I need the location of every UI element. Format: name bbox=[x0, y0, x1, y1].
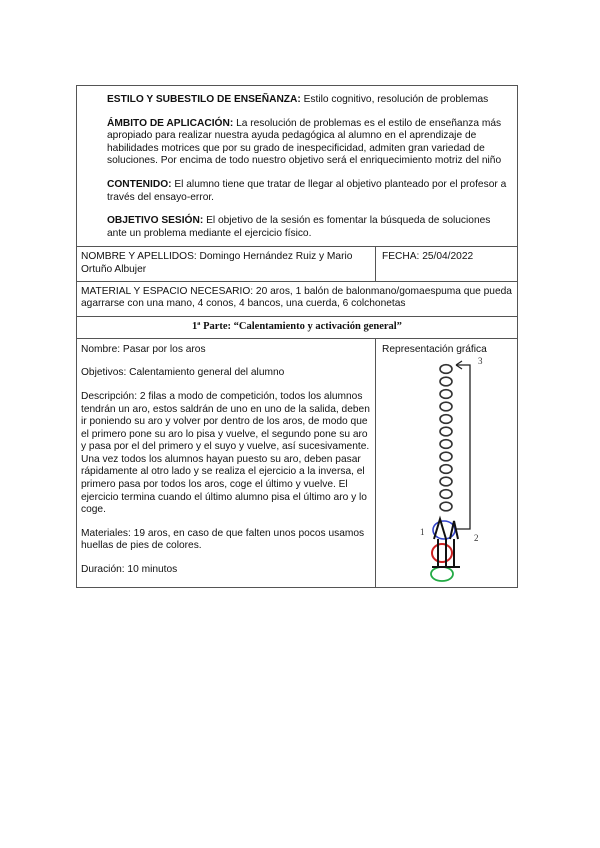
estilo-paragraph bbox=[107, 94, 507, 107]
ambito-paragraph bbox=[107, 118, 507, 168]
hoop-1 bbox=[440, 364, 452, 373]
activity-text bbox=[77, 339, 376, 587]
hoop-5 bbox=[440, 414, 452, 423]
objetivo-label: OBJETIVO SESIÓN: bbox=[107, 215, 204, 227]
contenido-label: CONTENIDO: bbox=[107, 178, 172, 190]
hoop-12 bbox=[440, 502, 452, 511]
ambito-label: ÁMBITO DE APLICACIÓN: bbox=[107, 117, 234, 129]
hoop-4 bbox=[440, 402, 452, 411]
return-path-line bbox=[456, 365, 470, 529]
hoop-8 bbox=[440, 452, 452, 461]
green-hoop bbox=[431, 567, 453, 581]
label-2: 2 bbox=[474, 532, 479, 543]
estilo-text: Estilo cognitivo, resolución de problemas bbox=[303, 94, 489, 105]
label-1: 1 bbox=[420, 526, 425, 537]
hoop-3 bbox=[440, 389, 452, 398]
ambito-text: La resolución de problemas es el estilo de enseñanza más apropiado para realizar nuestra ayuda pedagógica al alumno en el aprendizaje de habilidades motrices que por su grado de inespecificidad, admiten gran variedad de soluciones. Por encima de todo nuestro objetivo será el enriquecimiento motriz del niño bbox=[107, 117, 502, 167]
label-3: 3 bbox=[478, 355, 483, 366]
header-row bbox=[77, 247, 517, 281]
material-row: MATERIAL Y ESPACIO NECESARIO: 20 aros, 1 balón de balonmano/gomaespuma que pueda agarrarse con una mano, 4 conos, 4 bancos, una cuerda, 6 colchonetas bbox=[77, 282, 517, 317]
graphic-cell bbox=[376, 339, 517, 587]
hoop-6 bbox=[440, 427, 452, 436]
objetivo-text: El objetivo de la sesión es fomentar la búsqueda de soluciones ante un problema mediante el ejercicio físico. bbox=[107, 215, 491, 239]
session-table bbox=[76, 85, 518, 588]
hoop-column bbox=[440, 364, 452, 510]
hoop-2 bbox=[440, 377, 452, 386]
contenido-text: El alumno tiene que tratar de llegar al objetivo planteado por el profesor a través del ensayo-error. bbox=[107, 178, 507, 203]
graphic-title: Representación gráfica bbox=[382, 343, 487, 355]
hoops-diagram bbox=[376, 353, 510, 593]
hoop-7 bbox=[440, 439, 452, 448]
hoop-11 bbox=[440, 489, 452, 498]
estilo-label: ESTILO Y SUBESTILO DE ENSEÑANZA: bbox=[107, 94, 301, 105]
fecha-cell: FECHA: 25/04/2022 bbox=[382, 251, 474, 263]
nombre-cell: NOMBRE Y APELLIDOS: Domingo Hernández Ruiz y Mario Ortuño Albujer bbox=[77, 247, 376, 280]
hoop-10 bbox=[440, 477, 452, 486]
activity-descripcion: Descripción: 2 filas a modo de competición, todos los alumnos tendrán un aro, estos saldrán de uno en uno de la salida, deben ir poniendo su aro y volver por dentro de los aros, de modo que el primero pone su aro lo pisa y vuelve, el segundo pone su aro y pasa por el del primero y el suyo y vuelve, así sucesivamente. Una vez todos los alumnos hayan puesto su aro, deben pasar rápidamente al otro lado y se realiza el ejercicio a la inversa, el primero pasa por todos los aros, coge el último y vuelve. El ejercicio termina cuando el último alumno pisa el último aro y lo coge. bbox=[81, 390, 370, 516]
activity-row bbox=[77, 339, 517, 587]
activity-materiales: Materiales: 19 aros, en caso de que falten unos pocos usamos huellas de pies de colores. bbox=[81, 527, 365, 552]
activity-nombre: Nombre: Pasar por los aros bbox=[81, 343, 206, 355]
contenido-paragraph bbox=[107, 179, 507, 204]
part-title: 1ª Parte: “Calentamiento y activación general” bbox=[77, 317, 517, 339]
activity-objetivos: Objetivos: Calentamiento general del alumno bbox=[81, 367, 285, 379]
objetivo-paragraph bbox=[107, 215, 507, 240]
hoop-9 bbox=[440, 464, 452, 473]
activity-duracion: Duración: 10 minutos bbox=[81, 564, 178, 576]
red-hoop bbox=[432, 544, 452, 562]
intro-section bbox=[77, 86, 517, 247]
